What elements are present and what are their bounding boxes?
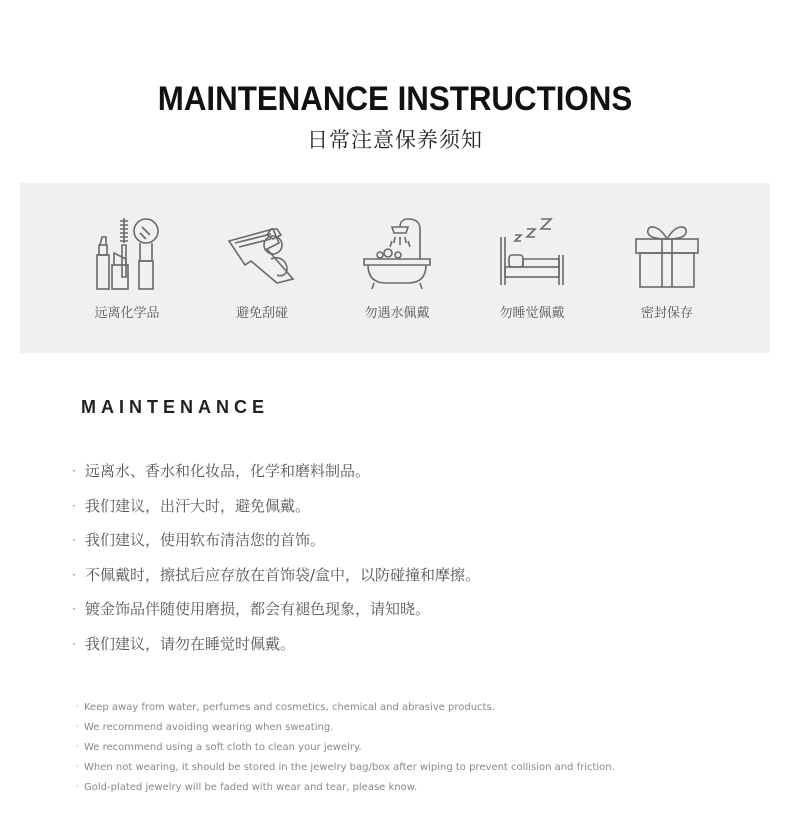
section-heading: MAINTENANCE	[81, 397, 269, 417]
bullet: ·	[76, 742, 79, 752]
bullet: ·	[76, 722, 79, 732]
list-item	[72, 631, 712, 666]
instructions-cn-list	[72, 458, 712, 666]
list-item-text: 我们建议，出汗大时，避免佩戴。	[85, 496, 311, 515]
list-item-text: 我们建议，使用软布清洁您的首饰。	[85, 531, 326, 550]
care-item-label: 避免刮碰	[235, 306, 288, 321]
care-item-label: 远离化学品	[94, 306, 160, 321]
list-item-text: We recommend using a soft cloth to clean your jewelry.	[84, 741, 362, 753]
page-title: MAINTENANCE INSTRUCTIONS	[157, 80, 633, 118]
list-item-text: Gold-plated jewelry will be faded with wear and tear, please know.	[84, 781, 418, 793]
bullet: ·	[72, 567, 76, 582]
list-item	[72, 493, 712, 528]
list-item	[76, 757, 736, 777]
care-item-sealed	[592, 183, 742, 353]
list-item	[72, 596, 712, 631]
list-item-text: 镀金饰品伴随使用磨损，都会有褪色现象，请知晓。	[85, 600, 431, 619]
bathtub-icon	[362, 215, 432, 291]
bed-sleep-icon	[497, 215, 567, 291]
care-icons-panel	[20, 183, 770, 353]
list-item-text: 不佩戴时，擦拭后应存放在首饰袋/盒中，以防碰撞和摩擦。	[85, 565, 481, 584]
list-item	[76, 777, 736, 797]
care-item-water	[322, 183, 472, 353]
bullet: ·	[72, 533, 76, 548]
page-subtitle: 日常注意保养须知	[307, 128, 483, 152]
bullet: ·	[76, 782, 79, 792]
list-item	[76, 717, 736, 737]
list-item-text: We recommend avoiding wearing when sweating.	[84, 721, 334, 733]
care-item-label: 勿睡觉佩戴	[499, 306, 565, 321]
care-item-chemicals	[52, 183, 202, 353]
list-item-text: When not wearing, it should be stored in the jewelry bag/box after wiping to prevent collision and friction.	[84, 761, 615, 773]
list-item	[72, 527, 712, 562]
bullet: ·	[72, 602, 76, 617]
instructions-en-list	[76, 697, 736, 797]
bullet: ·	[72, 636, 76, 651]
list-item	[72, 562, 712, 597]
bullet: ·	[76, 702, 79, 712]
list-item-text: Keep away from water, perfumes and cosmetics, chemical and abrasive products.	[84, 701, 495, 713]
care-item-scratch	[187, 183, 337, 353]
bullet: ·	[76, 762, 79, 772]
gift-box-icon	[632, 215, 702, 291]
list-item	[72, 458, 712, 493]
cosmetics-icon	[92, 215, 162, 291]
care-item-label: 密封保存	[640, 306, 693, 321]
list-item	[76, 737, 736, 757]
bullet: ·	[72, 464, 76, 478]
list-item-text: 我们建议，请勿在睡觉时佩戴。	[85, 634, 296, 653]
care-item-sleep	[457, 183, 607, 353]
ring-scratch-icon	[227, 215, 297, 291]
care-item-label: 勿遇水佩戴	[364, 306, 430, 321]
list-item	[76, 697, 736, 717]
list-item-text: 远离水、香水和化妆品，化学和磨料制品。	[85, 462, 371, 480]
bullet: ·	[72, 498, 76, 513]
